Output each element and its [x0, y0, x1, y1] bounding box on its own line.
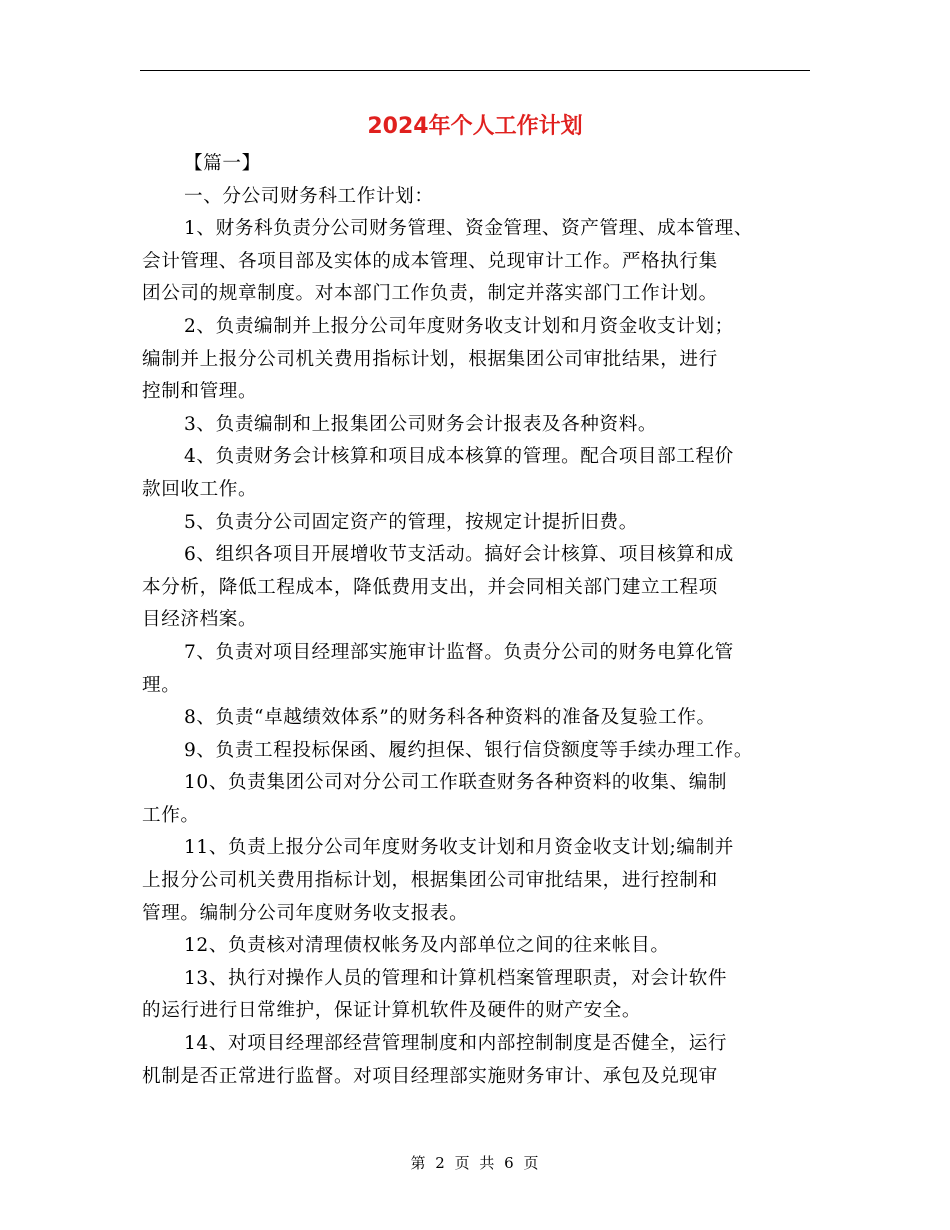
paragraph-line: 款回收工作。 — [142, 478, 258, 500]
paragraph-line: 工作。 — [142, 804, 200, 826]
paragraph-line: 14、对项目经理部经营管理制度和内部控制制度是否健全，运行 — [184, 1033, 728, 1055]
paragraph-line: 【篇一】 — [184, 153, 261, 174]
paragraph-line: 11、负责上报分公司年度财务收支计划和月资金收支计划;编制并 — [184, 837, 734, 859]
paragraph-line: 12、负责核对清理债权帐务及内部单位之间的往来帐目。 — [184, 935, 670, 957]
paragraph-line: 13、执行对操作人员的管理和计算机档案管理职责，对会计软件 — [184, 967, 728, 989]
paragraph-line: 8、负责“卓越绩效体系”的财务科各种资料的准备及复验工作。 — [184, 707, 716, 729]
paragraph-line: 7、负责对项目经理部实施审计监督。负责分公司的财务电算化管 — [184, 641, 734, 663]
paragraph-line: 机制是否正常进行监督。对项目经理部实施财务审计、承包及兑现审 — [142, 1065, 718, 1087]
paragraph-line: 的运行进行日常维护，保证计算机软件及硬件的财产安全。 — [142, 1000, 642, 1022]
paragraph-line: 6、组织各项目开展增收节支活动。搞好会计核算、项目核算和成 — [184, 544, 734, 566]
paragraph-line: 5、负责分公司固定资产的管理，按规定计提折旧费。 — [184, 511, 638, 533]
paragraph-line: 4、负责财务会计核算和项目成本核算的管理。配合项目部工程价 — [184, 446, 734, 468]
paragraph-line: 10、负责集团公司对分公司工作联查财务各种资料的收集、编制 — [184, 772, 728, 794]
document-body — [140, 148, 820, 1093]
paragraph-line: 会计管理、各项目部及实体的成本管理、兑现审计工作。严格执行集 — [142, 250, 718, 272]
paragraph-line: 上报分公司机关费用指标计划，根据集团公司审批结果，进行控制和 — [142, 870, 718, 892]
paragraph-line: 管理。编制分公司年度财务收支报表。 — [142, 902, 469, 924]
header-rule — [140, 70, 810, 71]
paragraph-line: 一、分公司财务科工作计划： — [184, 185, 434, 207]
paragraph-line: 理。 — [142, 674, 181, 696]
paragraph-line: 1、财务科负责分公司财务管理、资金管理、资产管理、成本管理、 — [184, 218, 754, 240]
paragraph-line: 2、负责编制并上报分公司年度财务收支计划和月资金收支计划； — [184, 315, 734, 337]
page-footer: 第 2 页 共 6 页 — [410, 1154, 540, 1172]
paragraph-line: 团公司的规章制度。对本部门工作负责，制定并落实部门工作计划。 — [142, 283, 718, 305]
paragraph-line: 控制和管理。 — [142, 381, 258, 403]
page-title: 2024年个人工作计划 — [367, 114, 583, 139]
paragraph-line: 本分析，降低工程成本，降低费用支出，并会同相关部门建立工程项 — [142, 576, 718, 598]
paragraph-line: 9、负责工程投标保函、履约担保、银行信贷额度等手续办理工作。 — [184, 739, 754, 761]
paragraph-line: 目经济档案。 — [142, 609, 258, 631]
paragraph-line: 编制并上报分公司机关费用指标计划，根据集团公司审批结果，进行 — [142, 348, 718, 370]
paragraph-line: 3、负责编制和上报集团公司财务会计报表及各种资料。 — [184, 413, 658, 435]
